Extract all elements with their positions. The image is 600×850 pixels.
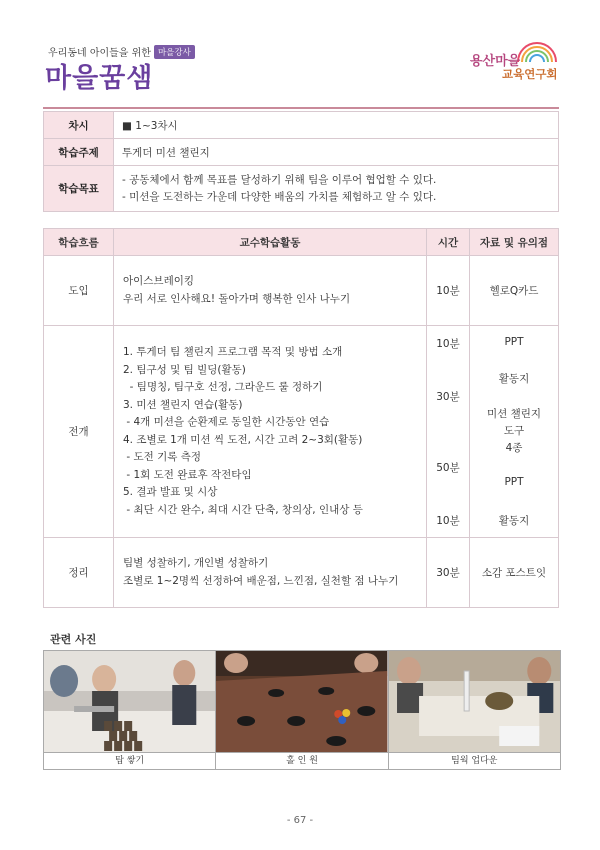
activity-line: 1. 투게더 팀 챌린지 프로그램 목적 및 방법 소개 [123,346,343,358]
activity-line: 우리 서로 인사해요! 돌아가며 행복한 인사 나누기 [123,292,351,305]
time-value: 10분 [436,338,460,350]
learning-goals [114,166,559,212]
logo-text-1: 용산마을 [470,54,521,69]
activity-line: 2. 팀구성 및 팀 빌딩(활동) [123,363,246,376]
photo-panel [389,651,560,769]
photo-caption: 홀 인 원 [216,752,387,769]
header-divider [43,107,559,109]
activity-line: 5. 결과 발표 및 시상 [123,486,218,498]
activity-line: 조별로 1~2명씩 선정하여 배운점, 느낀점, 실천할 점 나누기 [123,574,399,587]
photos-title: 관련 사진 [50,633,97,646]
info-label: 차시 [44,112,114,139]
photo-caption: 탑 쌓기 [44,752,215,769]
photo-tower-stacking [44,651,215,752]
stage-label: 전개 [44,326,114,538]
activity-line: - 1회 도전 완료후 작전타임 [123,468,252,481]
photo-strip [43,650,561,770]
column-header: 시간 [427,229,470,256]
table-row [44,326,559,538]
photo-caption: 팀웍 업다운 [389,752,560,769]
goal-line: - 공동체에서 함께 목표를 달성하기 위해 팀을 이루어 협업할 수 있다. [122,173,437,186]
stage-label: 정리 [44,538,114,608]
photo-teamwork-updown [389,651,560,752]
material-value: 도구 [503,425,525,437]
activity-line: 3. 미션 챌린지 연습(활동) [123,398,243,411]
material-value: 활동지 [498,373,530,385]
material-value: 4종 [505,442,523,454]
column-header: 자료 및 유의점 [470,229,559,256]
material-cell: 소감 포스트잇 [470,538,559,608]
header-badge: 마을강사 [154,45,195,59]
table-row [44,538,559,608]
info-value: 투게더 미션 챌린지 [114,139,559,166]
activity-line: - 최단 시간 완수, 최대 시간 단축, 창의상, 인내상 등 [123,503,363,516]
time-value: 10분 [436,515,460,527]
material-value: PPT [504,476,524,488]
material-value: PPT [504,336,524,348]
activity-cell [114,326,427,538]
logo-text-2: 교육연구회 [502,67,558,81]
table-header-row [44,229,559,256]
table-row [44,256,559,326]
table-row [44,112,559,139]
lesson-info-table [43,111,559,212]
activity-line: - 도전 기록 측정 [123,451,201,463]
time-cell [427,326,470,538]
material-cell: 헬로Q카드 [470,256,559,326]
photo-hole-in-one [216,651,387,752]
time-value: 50분 [436,462,460,474]
info-value: ■ 1~3차시 [114,112,559,139]
activity-line: - 팀명칭, 팀구호 선정, 그라운드 룰 정하기 [123,381,323,393]
rainbow-icon [514,40,560,64]
activity-line: - 4개 미션을 순환제로 동일한 시간동안 연습 [123,416,330,428]
page-number: - 67 - [286,815,314,826]
header-subtitle-text: 우리동네 아이들을 위한 [48,48,151,59]
column-header: 교수학습활동 [114,229,427,256]
time-cell: 30분 [427,538,470,608]
photo-panel [216,651,388,769]
activity-cell [114,538,427,608]
material-cell [470,326,559,538]
photo-panel [44,651,216,769]
stage-label: 도입 [44,256,114,326]
organization-logo [462,40,562,90]
activity-line: 4. 조별로 1개 미션 씩 도전, 시간 고려 2~3회(활동) [123,433,363,446]
material-value: 미션 챌린지 [486,408,542,420]
material-value: 활동지 [498,515,530,527]
activity-line: 아이스브레이킹 [123,275,195,287]
info-label: 학습목표 [44,166,114,212]
info-label: 학습주제 [44,139,114,166]
activity-line: 팀별 성찰하기, 개인별 성찰하기 [123,557,269,569]
column-header: 학습흐름 [44,229,114,256]
time-cell: 10분 [427,256,470,326]
page-title: 마을꿈샘 [45,63,154,94]
time-value: 30분 [436,391,460,403]
table-row [44,166,559,212]
goal-line: - 미션을 도전하는 가운데 다양한 배움의 가치를 체험하고 알 수 있다. [122,190,437,203]
activity-cell [114,256,427,326]
lesson-plan-table [43,228,559,608]
table-row [44,139,559,166]
